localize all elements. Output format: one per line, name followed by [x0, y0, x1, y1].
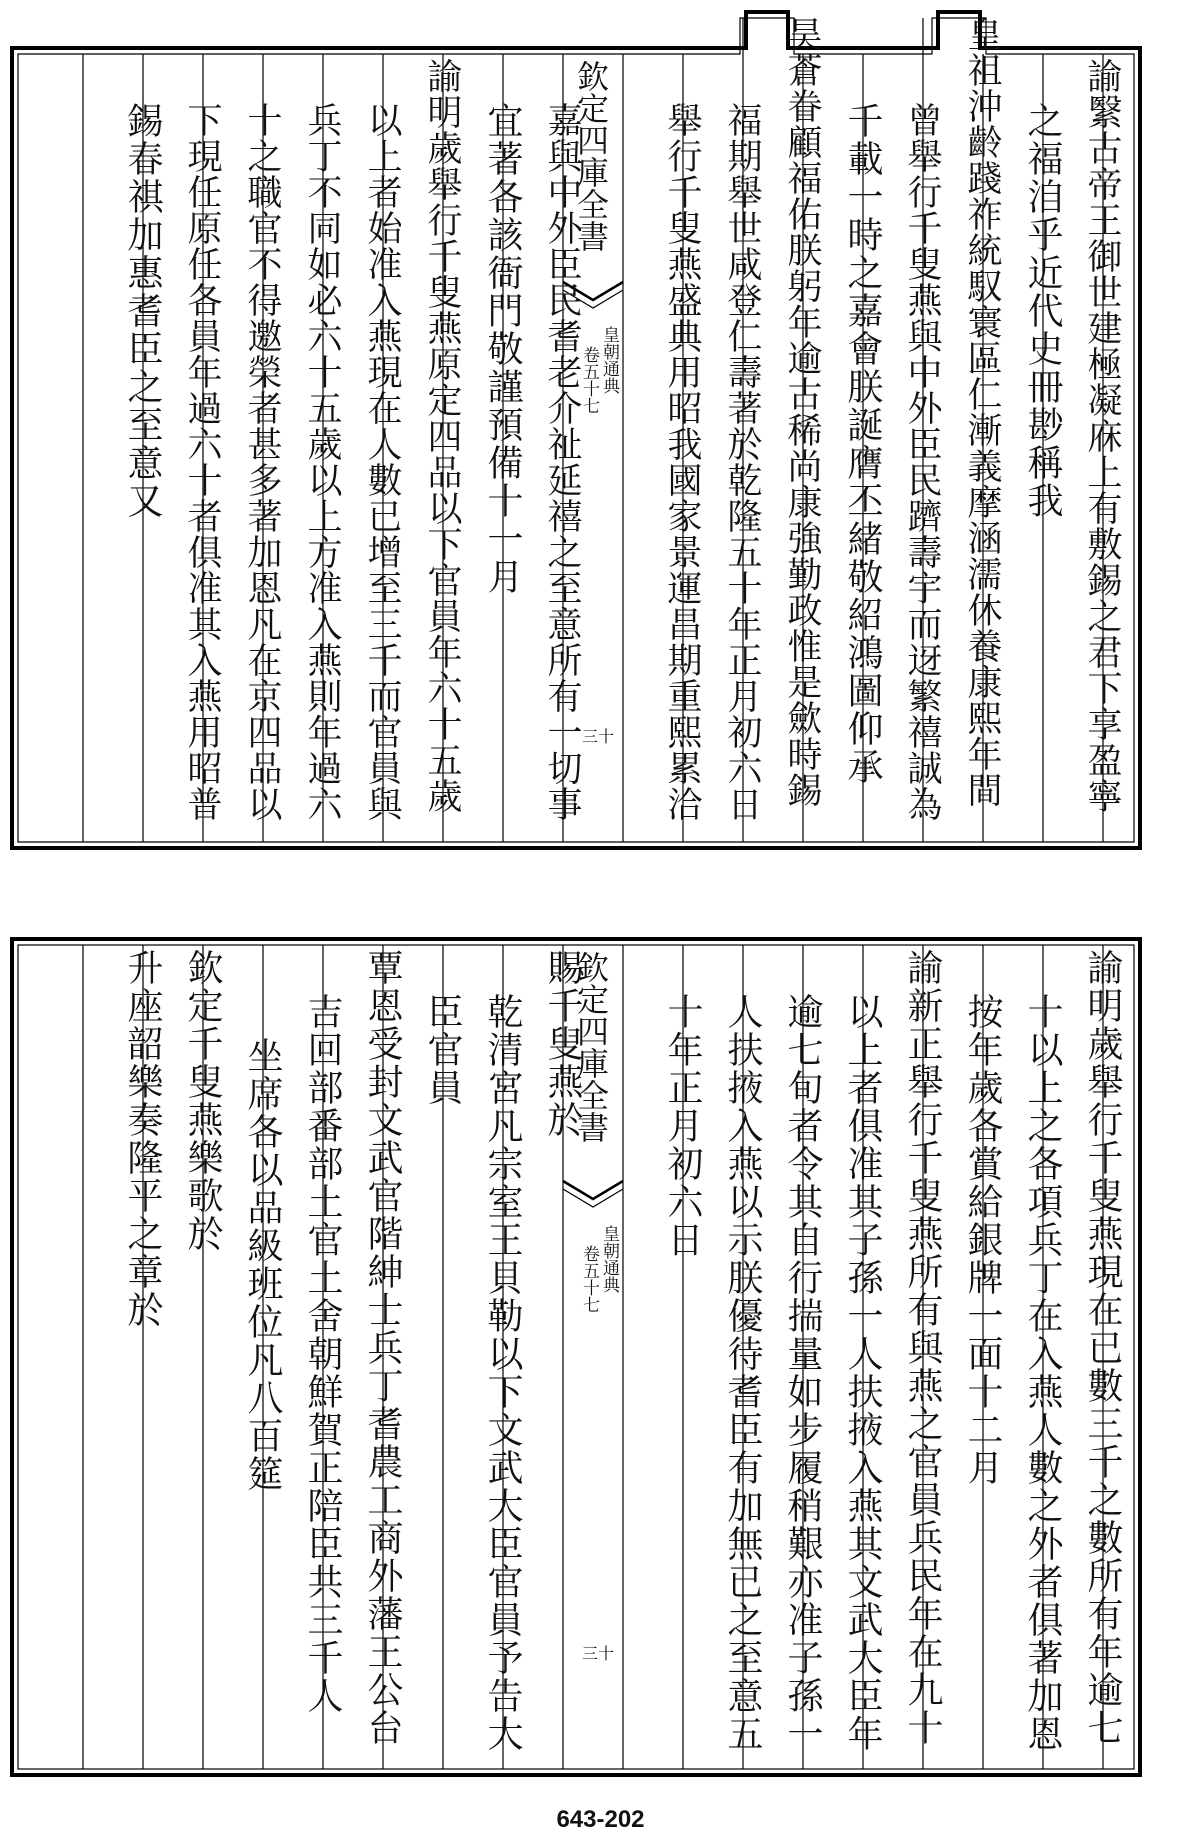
text-column-16: 錫春祺加惠耆臣之至意又	[122, 102, 163, 520]
text-column-7-lower: 人扶掖入燕以示朕優待耆臣有加無已之至意五	[722, 993, 763, 1753]
text-column-3: 皇祖沖齡踐祚統馭寰區仁漸義摩涵濡休養康熙年間	[962, 16, 1002, 808]
lower-page	[8, 935, 1188, 1783]
text-column-11-lower: 臣官員	[422, 993, 463, 1107]
center-volume: 卷五十七	[579, 346, 599, 414]
text-column-8: 舉行千叟燕盛典用昭我國家景運昌期重熙累洽	[662, 102, 702, 822]
text-column-1-lower: 諭明歲舉行千叟燕現在已數三千之數所有年逾七	[1082, 949, 1123, 1747]
text-column-11: 諭明歲舉行千叟燕原定四品以下官員年六十五歲	[422, 58, 462, 814]
text-column-9-lower: 賜千叟燕於	[542, 949, 583, 1139]
text-column-6-lower: 逾七旬者令其自行揣量如步履稍艱亦准子孫一	[782, 993, 823, 1753]
center-title: 欽定四庫全書	[572, 60, 610, 252]
center-title-lower: 欽定四庫全書	[572, 951, 610, 1143]
text-column-5-lower: 以上者俱准其子孫一人扶掖入燕其文武大臣年	[842, 993, 883, 1753]
text-column-6: 昊蒼眷顧福佑朕躬年逾古稀尚康強勤政惟是歛時錫	[782, 16, 822, 808]
text-column-3-lower: 按年歲各賞給銀牌一面十二月	[962, 993, 1003, 1487]
text-column-7: 福期舉世咸登仁壽著於乾隆五十年正月初六日	[722, 102, 762, 822]
center-folio: 三十	[582, 727, 615, 746]
upper-page	[8, 8, 1188, 856]
text-column-8-lower: 十年正月初六日	[662, 993, 703, 1259]
text-column-2: 之福洎乎近代史冊尠稱我	[1022, 102, 1063, 520]
text-column-10-lower: 乾清宮凡宗室王貝勒以下文武大臣官員予告大	[482, 993, 523, 1753]
text-column-2-lower: 十以上之各項兵丁在入燕人數之外者俱著加恩	[1022, 993, 1063, 1753]
text-column-15-lower: 欽定千叟燕樂歌於	[182, 949, 223, 1253]
center-source-lower: 皇朝通典	[599, 1225, 619, 1293]
text-column-13-lower: 吉回部番部土官土舍朝鮮賀正陪臣共三千人	[302, 993, 343, 1715]
text-column-14: 十之職官不得邀榮者甚多著加恩凡在京四品以	[242, 102, 282, 822]
text-column-1: 諭繄古帝王御世建極凝庥上有敷錫之君下享盈寧	[1082, 58, 1122, 814]
text-column-4-lower: 諭新正舉行千叟燕所有與燕之官員兵民年在九十	[902, 949, 943, 1747]
text-column-9: 嘉與中外臣民耆老介祉延禧之至意所有一切事	[542, 102, 582, 822]
text-column-10: 宜著各該衙門敬謹預備十一月	[482, 102, 523, 596]
text-column-13: 兵丁不同如必六十五歲以上方准入燕則年過六	[302, 102, 342, 822]
text-column-15: 下現任原任各員年過六十者俱准其入燕用昭普	[182, 102, 222, 822]
text-column-12-lower: 覃恩受封文武官階紳士兵丁耆農工商外藩王公台	[362, 949, 403, 1747]
text-column-4: 曾舉行千叟燕與中外臣民躋壽宇而迓繁禧誠為	[902, 102, 942, 822]
text-column-16-lower: 升座韶樂奏隆平之章於	[122, 949, 163, 1329]
text-column-5: 千載一時之嘉會朕誕膺丕緒敬紹鴻圖仰承	[842, 102, 883, 786]
center-source: 皇朝通典	[599, 326, 619, 394]
text-column-14-lower: 坐席各以品級班位凡八百筵	[242, 1037, 283, 1493]
center-volume-lower: 卷五十七	[579, 1245, 599, 1313]
center-folio-lower: 三十	[582, 1644, 615, 1663]
page-number: 643-202	[556, 1806, 645, 1833]
text-column-12: 以上者始准入燕現在人數已增至三千而官員與	[362, 102, 402, 822]
